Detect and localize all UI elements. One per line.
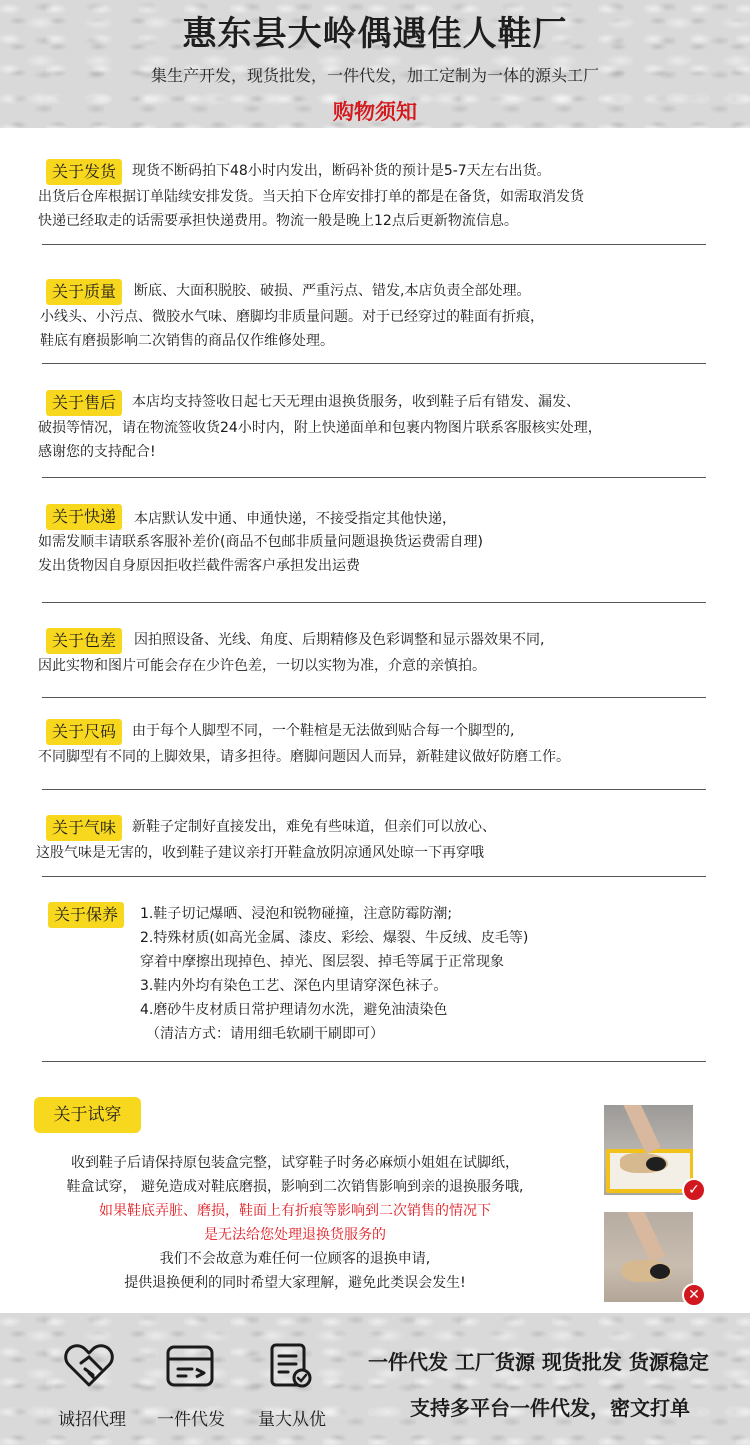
tryon-warning-line: 是无法给您处理退换货服务的 — [204, 1227, 386, 1243]
handshake-icon — [61, 1343, 117, 1389]
section-tag: 关于色差 — [46, 628, 122, 654]
factory-subtitle: 集生产开发，现货批发，一件代发，加工定制为一体的源头工厂 — [150, 66, 599, 85]
section-color-difference — [38, 628, 706, 678]
section-tag: 关于发货 — [46, 159, 122, 185]
section-line: 因此实物和图片可能会存在少许色差，一切以实物为准，介意的亲慎拍。 — [38, 658, 486, 674]
section-first-line: 现货不断码拍下48小时内发出，断码补货的预计是5-7天左右出货。 — [132, 163, 551, 179]
divider — [42, 477, 706, 478]
section-quality — [38, 279, 706, 353]
correct-tryon-photo — [604, 1105, 693, 1195]
care-line: （清洁方式：请用细毛软刷干刷即可） — [146, 1026, 384, 1042]
shipping-icon — [162, 1343, 218, 1389]
tryon-line: 收到鞋子后请保持原包装盒完整，试穿鞋子时务必麻烦小姐姐在试脚纸， — [71, 1155, 519, 1171]
divider — [42, 789, 706, 790]
section-first-line: 新鞋子定制好直接发出，难免有些味道，但亲们可以放心、 — [132, 819, 496, 835]
tryon-line: 我们不会故意为难任何一位顾客的退换申请, — [159, 1251, 431, 1267]
divider — [42, 876, 706, 877]
cross-icon: ✕ — [682, 1283, 706, 1307]
tryon-warning-line: 如果鞋底弄脏、磨损，鞋面上有折痕等影响到二次销售的情况下 — [99, 1203, 491, 1219]
tryon-line: 鞋盒试穿， 避免造成对鞋底磨损，影响到二次销售影响到亲的退换服务哦, — [66, 1179, 524, 1195]
feature-label: 诚招代理 — [58, 1410, 126, 1430]
footer-slogan: 支持多平台一件代发，密文打单 — [410, 1396, 690, 1420]
factory-title: 惠东县大岭偶遇佳人鞋厂 — [182, 14, 568, 54]
footer-slogan: 一件代发 工厂货源 现货批发 货源稳定 — [368, 1350, 709, 1374]
shopping-notice-heading: 购物须知 — [333, 100, 417, 124]
section-line: 出货后仓库根据订单陆续安排发货。当天拍下仓库安排打单的都是在备货，如需取消发货 — [38, 189, 584, 205]
divider — [42, 244, 706, 245]
section-line: 感谢您的支持配合! — [38, 444, 156, 460]
check-icon: ✓ — [682, 1178, 706, 1202]
section-line: 破损等情况，请在物流签收货24小时内，附上快递面单和包裹内物图片联系客服核实处理， — [38, 420, 602, 436]
section-first-line: 由于每个人脚型不同，一个鞋楦是无法做到贴合每一个脚型的, — [132, 723, 515, 739]
divider — [42, 602, 706, 603]
section-tag: 关于尺码 — [46, 719, 122, 745]
section-line: 如需发顺丰请联系客服补差价(商品不包邮非质量问题退换货运费需自理) — [38, 534, 483, 550]
section-courier — [38, 504, 706, 578]
feature-label: 量大从优 — [258, 1410, 326, 1430]
section-tag: 关于快递 — [46, 504, 122, 530]
care-line: 3.鞋内外均有染色工艺、深色内里请穿深色袜子。 — [140, 978, 448, 994]
care-line: 穿着中摩擦出现掉色、掉光、图层裂、掉毛等属于正常现象 — [140, 954, 504, 970]
section-first-line: 因拍照设备、光线、角度、后期精修及色彩调整和显示器效果不同, — [134, 632, 545, 648]
divider — [42, 697, 706, 698]
section-line: 发出货物因自身原因拒收拦截件需客户承担发出运费 — [38, 558, 360, 574]
section-tag: 关于质量 — [46, 279, 122, 305]
section-line: 这股气味是无害的，收到鞋子建议亲打开鞋盒放阴凉通风处晾一下再穿哦 — [36, 845, 484, 861]
care-line: 4.磨砂牛皮材质日常护理请勿水洗，避免油渍染色 — [140, 1002, 448, 1018]
section-line: 快递已经取走的话需要承担快递费用。物流一般是晚上12点后更新物流信息。 — [38, 213, 518, 229]
divider — [42, 363, 706, 364]
section-shipping — [38, 159, 706, 233]
section-size — [38, 719, 706, 769]
section-first-line: 本店均支持签收日起七天无理由退换货服务，收到鞋子后有错发、漏发、 — [132, 394, 580, 410]
care-line: 2.特殊材质(如高光金属、漆皮、彩绘、爆裂、牛反绒、皮毛等) — [140, 930, 529, 946]
incorrect-tryon-photo — [604, 1212, 693, 1302]
section-line: 不同脚型有不同的上脚效果，请多担待。磨脚问题因人而异，新鞋建议做好防磨工作。 — [38, 749, 570, 765]
tryon-tag: 关于试穿 — [34, 1097, 141, 1133]
care-line: 1.鞋子切记爆晒、浸泡和锐物碰撞，注意防霉防潮; — [140, 906, 453, 922]
tryon-line: 提供退换便利的同时希望大家理解，避免此类误会发生! — [124, 1275, 466, 1291]
document-check-icon — [262, 1343, 318, 1389]
section-tag: 关于气味 — [46, 815, 122, 841]
section-first-line: 断底、大面积脱胶、破损、严重污点、错发,本店负责全部处理。 — [134, 283, 531, 299]
care-list — [140, 902, 528, 1046]
section-first-line: 本店默认发中通、申通快递，不接受指定其他快递， — [134, 511, 456, 527]
section-after-sales — [38, 390, 706, 464]
divider — [42, 1061, 706, 1062]
section-odor — [38, 815, 706, 865]
header-banner — [0, 0, 750, 128]
section-line: 小线头、小污点、微胶水气味、磨脚均非质量问题。对于已经穿过的鞋面有折痕， — [40, 309, 544, 325]
section-tag: 关于售后 — [46, 390, 122, 416]
section-line: 鞋底有磨损影响二次销售的商品仅作维修处理。 — [40, 333, 334, 349]
section-tag: 关于保养 — [48, 902, 124, 928]
feature-label: 一件代发 — [157, 1410, 225, 1430]
